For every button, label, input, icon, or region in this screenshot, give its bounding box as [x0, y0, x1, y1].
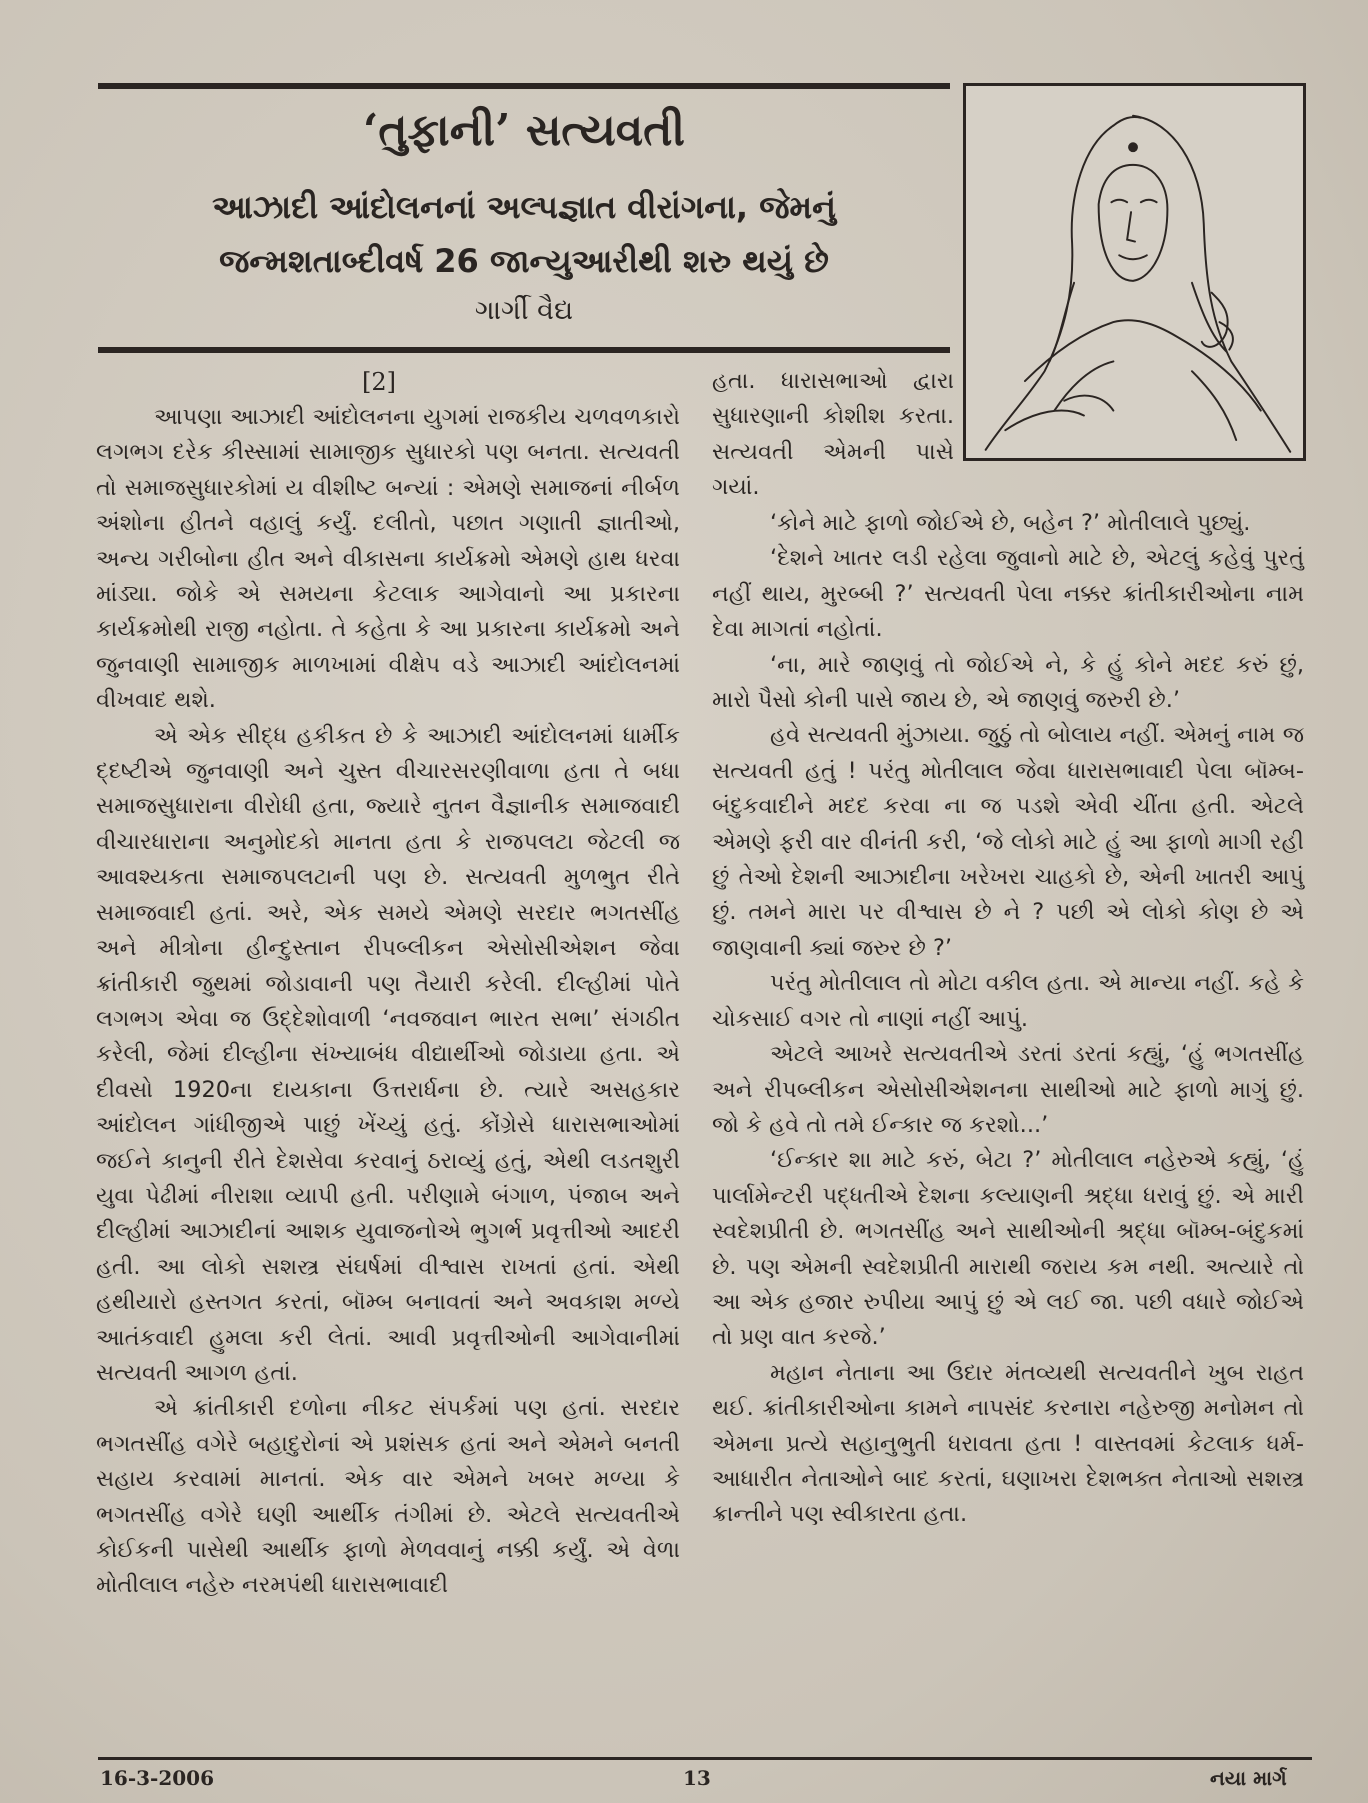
issue-date: 16-3-2006: [100, 1766, 215, 1790]
paragraph: હતા. ધારાસભાઓ દ્વારા સુધારણાની કોશીશ કરતા. સત્યવતી એમની પાસે ગયાં.: [712, 368, 954, 501]
bindi-mark: [1128, 142, 1138, 152]
article-column-1: [96, 400, 680, 1604]
woman-portrait-illustration: [966, 86, 1303, 458]
magazine-name: નયા માર્ગ: [1210, 1766, 1287, 1790]
paragraph: મહાન નેતાના આ ઉદાર મંતવ્યથી સત્યવતીને ખુબ રાહત થઈ. ક્રાંતીકારીઓના કામને નાપસંદ કરનારા નહેરુજી મનોમન તો એમના પ્રત્યે સહાનુભુતી ધરાવતા હતા ! વાસ્તવમાં કેટલાક ધર્મ-આધારીત નેતાઓને બાદ કરતાં, ઘણાખરા દેશભક્ત નેતાઓ સશસ્ત્ર ક્રાન્તીને પણ સ્વીકારતા હતા.: [712, 1359, 1304, 1528]
article-author: ગાર્ગી વૈદ્ય: [474, 295, 574, 326]
paragraph: એ ક્રાંતીકારી દળોના નીકટ સંપર્કમાં પણ હતાં. સરદાર ભગતસીંહ વગેરે બહાદુરોનાં એ પ્રશંસક હતાં અને એમને બનતી સહાય કરવામાં માનતાં. એક વાર એમને ખબર મળ્યા કે ભગતસીંહ વગેરે ઘણી આર્થીક તંગીમાં છે. એટલે સત્યવતીએ કોઈકની પાસેથી આર્થીક ફાળો મેળવવાનું નક્કી કર્યું. એ વેળા મોતીલાલ નહેરુ નરમપંથી ધારાસભાવાદી: [96, 1395, 680, 1599]
article-title: ‘તુફાની’ સત્યવતી: [363, 105, 685, 156]
article-column-2: [712, 506, 1304, 1533]
header-rule: [98, 347, 950, 353]
section-number: [2]: [362, 368, 396, 396]
paragraph: હવે સત્યવતી મુંઝાયા. જુઠું તો બોલાય નહીં. એમનું નામ જ સત્યવતી હતું ! પરંતુ મોતીલાલ જેવા ધારાસભાવાદી પેલા બૉમ્બ-બંદુકવાદીને મદદ કરવા ના જ પડશે એવી ચીંતા હતી. એટલે એમણે ફરી વાર વીનંતી કરી, ‘જે લોકો માટે હું આ ફાળો માગી રહી છું તેઓ દેશની આઝાદીના ખરેખરા ચાહકો છે, એની ખાતરી આપું છું. તમને મારા પર વીશ્વાસ છે ને ? પછી એ લોકો કોણ છે એ જાણવાની ક્યાં જરુર છે ?’: [712, 722, 1304, 961]
paragraph: આપણા આઝાદી આંદોલનના યુગમાં રાજકીય ચળવળકારો લગભગ દરેક કીસ્સામાં સામાજીક સુધારકો પણ બનતા. સત્યવતી તો સમાજસુધારકોમાં ય વીશીષ્ટ બન્યાં : એમણે સમાજનાં નીર્બળ અંશોના હીતને વહાલું કર્યું. દલીતો, પછાત ગણાતી જ્ઞાતીઓ, અન્ય ગરીબોના હીત અને વીકાસના કાર્યક્રમો એમણે હાથ ધરવા માંડ્યા. જોકે એ સમયના કેટલાક આગેવાનો આ પ્રકારના કાર્યક્રમોથી રાજી નહોતા. તે કહેતા કે આ પ્રકારના કાર્યક્રમો અને જુનવાણી સામાજીક માળખામાં વીક્ષેપ વડે આઝાદી આંદોલનમાં વીખવાદ થશે.: [96, 404, 680, 714]
paragraph: પરંતુ મોતીલાલ તો મોટા વકીલ હતા. એ માન્યા નહીં. કહે કે ચોકસાઈ વગર તો નાણાં નહીં આપું.: [712, 970, 1304, 1032]
paragraph: ‘ઈન્કાર શા માટે કરું, બેટા ?’ મોતીલાલ નહેરુએ કહ્યું, ‘હું પાર્લામેન્ટરી પદ્ધતીએ દેશના કલ્યાણની શ્રદ્ધા ધરાવું છું. એ મારી સ્વદેશપ્રીતી છે. ભગતસીંહ અને સાથીઓની શ્રદ્ધા બૉમ્બ-બંદુકમાં છે. પણ એમની સ્વદેશપ્રીતી મારાથી જરાય કમ નથી. અત્યારે તો આ એક હજાર રુપીયા આપું છું એ લઈ જા. પછી વધારે જોઈએ તો પ્રણ વાત કરજે.’: [712, 1147, 1304, 1351]
paragraph: ‘દેશને ખાતર લડી રહેલા જુવાનો માટે છે, એટલું કહેવું પુરતું નહીં થાય, મુરબ્બી ?’ સત્યવતી પેલા નક્કર ક્રાંતીકારીઓના નામ દેવા માગતાં નહોતાં.: [712, 545, 1304, 643]
paragraph: ‘ના, મારે જાણવું તો જોઈએ ને, કે હું કોને મદદ કરું છું, મારો પૈસો કોની પાસે જાય છે, એ જાણવું જરુરી છે.’: [712, 651, 1304, 714]
portrait-sketch: [963, 83, 1306, 461]
paragraph: ‘કોને માટે ફાળો જોઈએ છે, બહેન ?’ મોતીલાલે પુછ્યું.: [770, 510, 1251, 536]
footer-rule: [98, 1757, 1312, 1760]
paragraph: એ એક સીદ્ધ હકીકત છે કે આઝાદી આંદોલનમાં ધાર્મીક દ્દષ્ટીએ જુનવાણી અને ચુસ્ત વીચારસરણીવાળા હતા તે બધા સમાજસુધારાના વીરોધી હતા, જ્યારે નુતન વૈજ્ઞાનીક સમાજવાદી વીચારધારાના અનુમોદકો માનતા હતા કે રાજપલટા જેટલી જ આવશ્યકતા સમાજપલટાની પણ છે. સત્યવતી મુળભુત રીતે સમાજવાદી હતાં. અરે, એક સમયે એમણે સરદાર ભગતસીંહ અને મીત્રોના હીન્દુસ્તાન રીપબ્લીકન એસોસીએશન જેવા ક્રાંતીકારી જુથમાં જોડાવાની પણ તૈયારી કરેલી. દીલ્હીમાં પોતે લગભગ એવા જ ઉદ્દેશોવાળી ‘નવજવાન ભારત સભા’ સંગઠીત કરેલી, જેમાં દીલ્હીના સંખ્યાબંધ વીદ્યાર્થીઓ જોડાયા હતા. એ દીવસો 1920ના દાયકાના ઉત્તરાર્ધના છે. ત્યારે અસહકાર આંદોલન ગાંધીજીએ પાછું ખેંચ્યું હતું. કોંગ્રેસે ધારાસભાઓમાં જઈને કાનુની રીતે દેશસેવા કરવાનું ઠરાવ્યું હતું, એથી લડતશુરી યુવા પેઢીમાં નીરાશા વ્યાપી હતી. પરીણામે બંગાળ, પંજાબ અને દીલ્હીમાં આઝાદીનાં આશક યુવાજનોએ ભુગર્ભ પ્રવૃત્તીઓ આદરી હતી. આ લોકો સશસ્ત્ર સંઘર્ષમાં વીશ્વાસ રાખતાં હતાં. એથી હથીયારો હસ્તગત કરતાં, બૉમ્બ બનાવતાં અને અવકાશ મળ્યે આતંકવાદી હુમલા કરી લેતાં. આવી પ્રવૃત્તીઓની આગેવાનીમાં સત્યવતી આગળ હતાં.: [96, 722, 680, 1386]
paragraph: એટલે આખરે સત્યવતીએ ડરતાં ડરતાં કહ્યું, ‘હું ભગતસીંહ અને રીપબ્લીકન એસોસીએશનના સાથીઓ માટે ફાળો માગું છું. જો કે હવે તો તમે ઈન્કાર જ કરશો...’: [712, 1041, 1304, 1138]
top-rule: [98, 83, 950, 89]
article-subtitle-line1: આઝાદી આંદોલનનાં અલ્પજ્ઞાત વીરાંગના, જેમનું: [212, 188, 836, 226]
article-subtitle-line2: જન્મશતાબ્દીવર્ષ 26 જાન્યુઆરીથી શરુ થયું છે: [219, 242, 829, 280]
page-number: 13: [683, 1766, 711, 1790]
article-column-2-top: [712, 364, 954, 506]
